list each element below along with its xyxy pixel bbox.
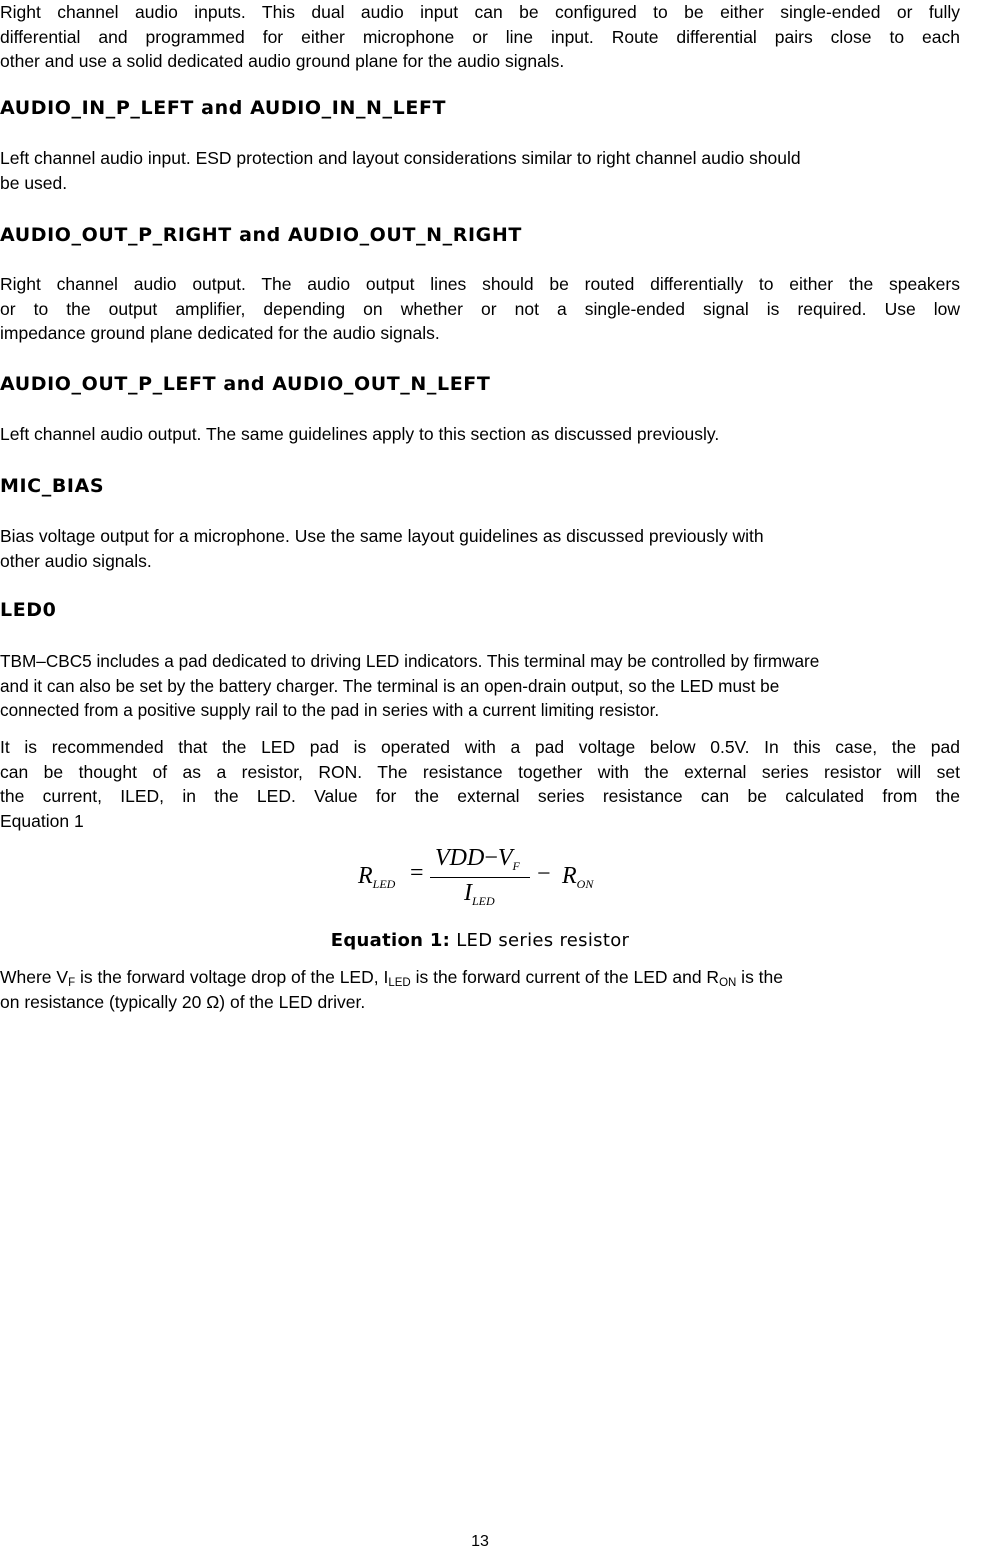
equation-num-v: V bbox=[497, 845, 513, 871]
equation-denominator bbox=[464, 880, 495, 909]
equation-lhs-symbol: R bbox=[358, 863, 373, 889]
mic-bias-line-2: other audio signals. bbox=[0, 550, 152, 571]
where-sub-f: F bbox=[68, 977, 76, 989]
equation-num-minus: − bbox=[484, 845, 498, 871]
equation-minus: − bbox=[537, 861, 551, 887]
equation-lhs bbox=[358, 863, 395, 892]
led0-p1-line-1: TBM–CBC5 includes a pad dedicated to driving LED indicators. This terminal may be controlled by firmware bbox=[0, 651, 820, 671]
intro-line-3: other and use a solid dedicated audio ground plane for the audio signals. bbox=[0, 51, 565, 71]
led0-paragraph-2 bbox=[0, 735, 960, 833]
equation-lhs-subscript: LED bbox=[372, 877, 396, 891]
led0-p1-line-2: and it can also be set by the battery charger. The terminal is an open-drain output, so the LED must be bbox=[0, 675, 780, 696]
led0-p2-line-1: It is recommended that the LED pad is operated with a pad voltage below 0.5V. In this case, the pad bbox=[0, 737, 960, 757]
audio-in-left-line-1: Left channel audio input. ESD protection and layout considerations similar to right channel audio should bbox=[0, 148, 801, 168]
equation-den-subscript: LED bbox=[472, 894, 495, 908]
heading-audio-in-left: AUDIO_IN_P_LEFT and AUDIO_IN_N_LEFT bbox=[0, 97, 447, 119]
led-series-resistor-equation bbox=[340, 840, 640, 920]
mic-bias-paragraph bbox=[0, 524, 960, 573]
where-line-2: on resistance (typically 20 Ω) of the LED driver. bbox=[0, 991, 366, 1012]
equation-rhs-subscript: ON bbox=[576, 877, 594, 891]
led0-paragraph-1 bbox=[0, 649, 991, 723]
heading-audio-out-left: AUDIO_OUT_P_LEFT and AUDIO_OUT_N_LEFT bbox=[0, 373, 491, 395]
where-line-1 bbox=[0, 965, 960, 990]
where-text-2: is the forward voltage drop of the LED, I bbox=[75, 967, 389, 987]
audio-out-right-paragraph bbox=[0, 272, 960, 346]
led0-p2-line-4: Equation 1 bbox=[0, 810, 84, 831]
audio-out-left-paragraph bbox=[0, 422, 960, 447]
where-text-4: is the bbox=[736, 967, 784, 987]
page-number: 13 bbox=[471, 1533, 489, 1550]
audio-out-right-line-3: impedance ground plane dedicated for the audio signals. bbox=[0, 323, 440, 343]
equation-caption-label: Equation 1: bbox=[330, 930, 451, 951]
where-sub-led: LED bbox=[388, 977, 411, 989]
intro-line-1: Right channel audio inputs. This dual audio input can be configured to be either single-ended or fully bbox=[0, 2, 960, 22]
audio-out-right-line-2: or to the output amplifier, depending on whether or not a single-ended signal is required. Use low bbox=[0, 298, 960, 319]
where-sub-on: ON bbox=[719, 977, 737, 989]
equation-rhs bbox=[562, 863, 593, 892]
equation-caption bbox=[0, 929, 960, 953]
heading-led0: LED0 bbox=[0, 599, 57, 621]
equation-caption-text: LED series resistor bbox=[450, 930, 630, 951]
equation-num-subscript: F bbox=[512, 859, 520, 873]
where-text-3: is the forward current of the LED and R bbox=[410, 967, 720, 987]
audio-out-right-line-1: Right channel audio output. The audio output lines should be routed differentially to either the speakers bbox=[0, 274, 960, 294]
equation-num-vdd: VDD bbox=[435, 845, 485, 871]
heading-mic-bias: MIC_BIAS bbox=[0, 475, 105, 497]
led0-p2-line-2: can be thought of as a resistor, RON. The resistance together with the external series resistor will set bbox=[0, 761, 960, 782]
led0-p2-line-3: the current, ILED, in the LED. Value for the external series resistance can be calculated from the bbox=[0, 786, 960, 806]
intro-paragraph bbox=[0, 0, 960, 74]
intro-line-2: differential and programmed for either microphone or line input. Route differential pairs close to each bbox=[0, 26, 960, 47]
where-paragraph bbox=[0, 965, 960, 1014]
equation-fraction-bar bbox=[430, 877, 530, 878]
where-text-1: Where V bbox=[0, 967, 69, 987]
audio-in-left-line-2: be used. bbox=[0, 172, 68, 193]
mic-bias-line-1: Bias voltage output for a microphone. Use the same layout guidelines as discussed previously with bbox=[0, 526, 764, 546]
audio-out-left-line-1: Left channel audio output. The same guidelines apply to this section as discussed previously. bbox=[0, 424, 720, 444]
heading-audio-out-right: AUDIO_OUT_P_RIGHT and AUDIO_OUT_N_RIGHT bbox=[0, 224, 522, 246]
equation-rhs-symbol: R bbox=[562, 863, 577, 889]
audio-in-left-paragraph bbox=[0, 146, 960, 195]
led0-p1-line-3: connected from a positive supply rail to the pad in series with a current limiting resistor. bbox=[0, 700, 660, 720]
equation-den-symbol: I bbox=[464, 880, 472, 906]
equation-numerator bbox=[435, 845, 520, 874]
equation-equals: = bbox=[410, 860, 424, 886]
